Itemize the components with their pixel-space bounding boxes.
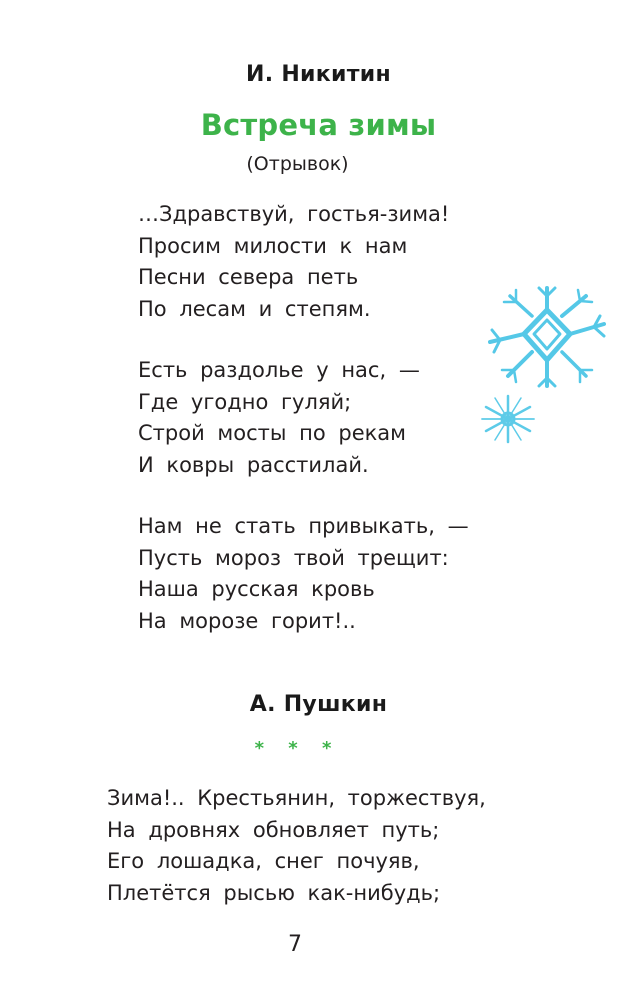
poem-line: Наша русская кровь	[138, 577, 375, 601]
poem-line: Песни севера петь	[138, 265, 359, 289]
poem-line: Нам не стать привыкать, —	[138, 514, 469, 538]
stanza	[138, 199, 449, 325]
poem-line: …Здравствуй, гостья-зима!	[138, 202, 450, 226]
poem-line: Пусть мороз твой трещит:	[138, 545, 449, 570]
poem-line: Есть раздолье у нас, —	[138, 358, 420, 382]
poem-line: Его лошадка, снег почуяв,	[107, 849, 420, 873]
poem-line: Строй мосты по рекам	[138, 421, 407, 445]
poem-author: И. Никитин	[246, 62, 391, 87]
poem-line: Где угодно гуляй;	[138, 389, 352, 414]
poem-line: Плетётся рысью как-нибудь;	[107, 880, 441, 905]
poem-line: На морозе горит!..	[138, 608, 356, 633]
snowflake-icon	[486, 284, 608, 390]
poem-line: Просим милости к нам	[138, 233, 408, 258]
snowflake-icon	[480, 393, 536, 445]
stanza	[138, 355, 420, 481]
poem-title: Встреча зимы	[200, 108, 437, 142]
stanza	[138, 511, 469, 637]
page-number: 7	[288, 932, 302, 957]
poem-line: По лесам и степям.	[138, 296, 371, 321]
poem-line: На дровнях обновляет путь;	[107, 817, 440, 842]
section-separator: * * *	[254, 738, 341, 759]
stanza	[107, 783, 486, 909]
poem-subtitle: (Отрывок)	[246, 153, 349, 175]
poem-author: А. Пушкин	[249, 692, 388, 717]
poem-line: И ковры расстилай.	[138, 452, 369, 477]
poem-line: Зима!.. Крестьянин, торжествуя,	[107, 786, 486, 810]
